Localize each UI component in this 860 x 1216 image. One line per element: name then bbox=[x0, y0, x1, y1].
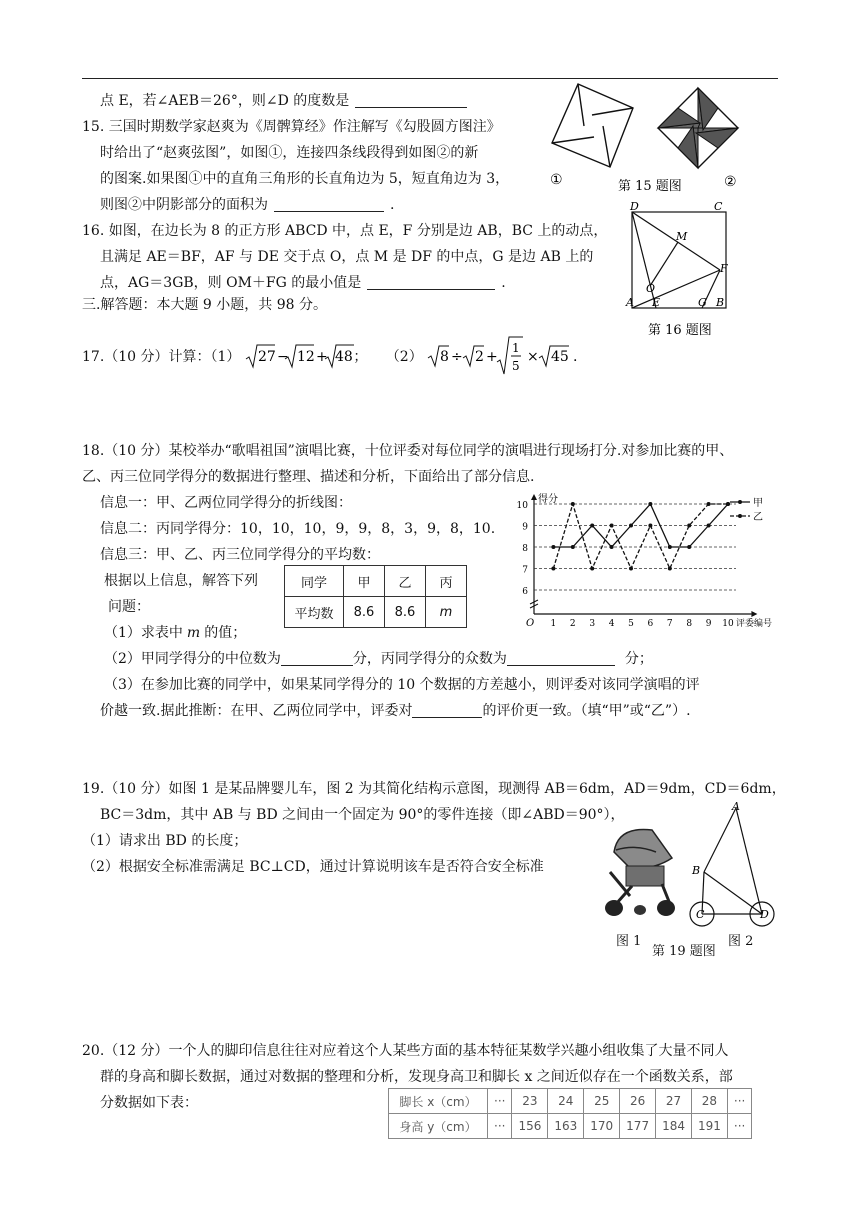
average-table bbox=[284, 565, 467, 628]
term-48: 48 bbox=[334, 349, 353, 365]
section-3-title: 三.解答题：本大题 9 小题，共 98 分。 bbox=[82, 297, 327, 313]
q15-text: 则图②中阴影部分的面积为 bbox=[100, 197, 268, 213]
y-axis-arrow bbox=[531, 494, 537, 500]
row-label-average: 平均数 bbox=[285, 597, 344, 628]
q15-line-4 bbox=[100, 194, 394, 214]
svg-text:−: − bbox=[276, 349, 289, 365]
q18-info-3: 信息三：甲、乙、丙三位同学得分的平均数： bbox=[100, 547, 380, 563]
q15-end: . bbox=[390, 197, 395, 213]
q16-line-2: 且满足 AE＝BF，AF 与 DE 交于点 O，点 M 是 DF 的中点，G 是边 AB 上的 bbox=[100, 249, 594, 265]
series-line-2 bbox=[553, 504, 728, 569]
foot-ellipsis-start: ··· bbox=[488, 1089, 512, 1114]
legend-marker-1 bbox=[738, 500, 742, 504]
series-1-point-2 bbox=[571, 545, 575, 549]
q17-end: . bbox=[573, 349, 578, 365]
x-tick-1: 1 bbox=[550, 619, 557, 629]
foot-23: 23 bbox=[512, 1089, 548, 1114]
th-jia: 甲 bbox=[344, 566, 385, 597]
q19-sub-1: （1）请求出 BD 的长度； bbox=[82, 833, 248, 849]
series-2-point-9 bbox=[707, 502, 711, 506]
pt-M: M bbox=[676, 230, 688, 243]
q18-sub3-text-b: 价越一致.据此推断：在甲、乙两位同学中，评委对 bbox=[100, 703, 413, 719]
height-ellipsis-start: ··· bbox=[488, 1114, 512, 1139]
avg-yi: 8.6 bbox=[385, 597, 426, 628]
q16-text: 点，AG＝3GB，则 OM＋FG 的最小值是 bbox=[100, 275, 362, 291]
avg-jia: 8.6 bbox=[344, 597, 385, 628]
y-tick-8: 8 bbox=[522, 544, 528, 554]
q18-sub1-text: （1）求表中 bbox=[104, 625, 183, 641]
series-1-point-7 bbox=[668, 545, 672, 549]
series-2-point-5 bbox=[629, 567, 633, 571]
series-2-point-4 bbox=[610, 524, 614, 528]
x-axis-arrow bbox=[751, 611, 757, 617]
q18-var-m: m bbox=[186, 625, 201, 641]
x-tick-7: 7 bbox=[666, 619, 673, 629]
foot-ellipsis-end: ··· bbox=[727, 1089, 751, 1114]
q17-sep: ； bbox=[353, 349, 368, 365]
term-12: 12 bbox=[296, 349, 315, 365]
foot-25: 25 bbox=[584, 1089, 620, 1114]
series-1-point-9 bbox=[707, 524, 711, 528]
score-line-chart bbox=[506, 492, 780, 632]
foot-24: 24 bbox=[548, 1089, 584, 1114]
term-45: 45 bbox=[551, 349, 569, 365]
series-1-point-6 bbox=[648, 502, 652, 506]
series-2-point-2 bbox=[571, 502, 575, 506]
series-1-point-1 bbox=[551, 545, 555, 549]
legend-marker-2 bbox=[738, 514, 742, 518]
q19-line-2: BC＝3dm，其中 AB 与 BD 之间由一个固定为 90°的零件连接（即∠ABD＝90°）， bbox=[100, 807, 625, 823]
pt-A: A bbox=[626, 296, 634, 309]
q16-answer-blank[interactable] bbox=[367, 275, 495, 290]
series-2-point-10 bbox=[726, 502, 730, 506]
q18-sub2-text-a: （2）甲同学得分的中位数为 bbox=[104, 651, 281, 667]
term-2: 2 bbox=[475, 349, 485, 365]
th-bing: 丙 bbox=[426, 566, 467, 597]
foot-26: 26 bbox=[620, 1089, 656, 1114]
fig19-label-2: 图 2 bbox=[728, 934, 754, 949]
svg-text:+: + bbox=[315, 349, 328, 365]
series-2-point-8 bbox=[687, 524, 691, 528]
header-rule bbox=[82, 78, 778, 79]
svg-text:÷: ÷ bbox=[451, 349, 463, 365]
q16-figure bbox=[620, 200, 740, 340]
term-8: 8 bbox=[440, 349, 450, 365]
stroller-photo bbox=[596, 822, 676, 922]
q18-median-blank[interactable] bbox=[281, 651, 353, 666]
height-156: 156 bbox=[512, 1114, 548, 1139]
series-2-point-7 bbox=[668, 567, 672, 571]
x-tick-6: 6 bbox=[647, 619, 654, 629]
y-tick-7: 7 bbox=[522, 565, 528, 576]
fig19-label-1: 图 1 bbox=[616, 934, 642, 949]
series-1-point-5 bbox=[629, 524, 633, 528]
series-2-point-1 bbox=[551, 567, 555, 571]
legend-label-2: 乙 bbox=[753, 512, 763, 523]
q14-answer-blank[interactable] bbox=[355, 93, 467, 108]
pt-B: B bbox=[716, 296, 725, 309]
height-ellipsis-end: ··· bbox=[727, 1114, 751, 1139]
height-191: 191 bbox=[691, 1114, 727, 1139]
x-tick-3: 3 bbox=[589, 619, 596, 629]
q18-consistency-blank[interactable] bbox=[412, 703, 482, 718]
fig15-caption: 第 15 题图 bbox=[618, 179, 682, 194]
fig15-label-1: ① bbox=[550, 172, 563, 188]
y-tick-9: 9 bbox=[522, 522, 528, 533]
fig19-caption: 第 19 题图 bbox=[652, 944, 716, 959]
q19-pt-A: A bbox=[732, 800, 740, 813]
row-label-foot: 脚长 x（cm） bbox=[389, 1089, 488, 1114]
q18-ask-1: 根据以上信息，解答下列 bbox=[104, 573, 258, 589]
x-tick-10: 10 bbox=[722, 619, 734, 629]
zhaoshuang-figure-1 bbox=[552, 84, 633, 167]
q17-expr-2 bbox=[427, 336, 611, 376]
x-axis-label: 评委编号 bbox=[736, 619, 773, 629]
q18-sub1-end: 的值； bbox=[204, 625, 247, 641]
foot-height-table bbox=[388, 1088, 752, 1139]
q18-info-2: 信息二：丙同学得分：10，10，10，9，9，8，3，9，8，10. bbox=[100, 521, 496, 537]
series-1-point-3 bbox=[590, 524, 594, 528]
x-tick-2: 2 bbox=[569, 619, 576, 629]
fig16-caption: 第 16 题图 bbox=[648, 323, 712, 338]
height-170: 170 bbox=[584, 1114, 620, 1139]
pt-C: C bbox=[714, 200, 723, 213]
q17-line bbox=[82, 336, 611, 376]
y-axis-label: 得分 bbox=[538, 494, 558, 505]
legend-label-1: 甲 bbox=[753, 498, 763, 509]
height-177: 177 bbox=[620, 1114, 656, 1139]
q20-line-1: 20.（12 分）一个人的脚印信息往往对应着这个人某些方面的基本特征某数学兴趣小组收集了大量不同人 bbox=[82, 1043, 729, 1059]
q14-line bbox=[100, 90, 473, 110]
x-tick-4: 4 bbox=[608, 619, 615, 629]
q15-line-3: 的图案.如果图①中的直角三角形的长直角边为 5，短直角边为 3， bbox=[100, 171, 510, 187]
origin-label: O bbox=[526, 618, 535, 629]
avg-bing: m bbox=[426, 597, 467, 628]
q19-structure-figure bbox=[686, 800, 780, 928]
q14-text: 点 E，若∠AEB＝26°，则∠D 的度数是 bbox=[100, 93, 350, 109]
q17-prefix: 17.（10 分）计算：（1） bbox=[82, 349, 241, 365]
frac-num: 1 bbox=[512, 341, 520, 355]
q17-part2-label: （2） bbox=[385, 349, 423, 365]
pt-D: D bbox=[630, 200, 639, 213]
q15-line-2: 时给出了“赵爽弦图”，如图①，连接四条线段得到如图②的新 bbox=[100, 145, 479, 161]
q19-sub-2: （2）根据安全标准需满足 BC⊥CD，通过计算说明该车是否符合安全标准 bbox=[82, 859, 544, 875]
term-27: 27 bbox=[257, 349, 276, 365]
x-tick-5: 5 bbox=[628, 619, 634, 629]
foot-28: 28 bbox=[691, 1089, 727, 1114]
row-label-height: 身高 y（cm） bbox=[389, 1114, 488, 1139]
q18-sub-3b bbox=[100, 700, 691, 720]
q16-line-3 bbox=[100, 272, 506, 292]
q17-expr-1 bbox=[245, 343, 353, 369]
q16-end: . bbox=[501, 275, 506, 291]
q18-ask-2: 问题： bbox=[108, 599, 150, 615]
q15-line-1: 15. 三国时期数学家赵爽为《周髀算经》作注解写《勾股圆方图注》 bbox=[82, 119, 501, 135]
pt-E: E bbox=[652, 296, 661, 309]
series-2-point-6 bbox=[648, 524, 652, 528]
y-tick-10: 10 bbox=[516, 501, 528, 511]
stroller-icon bbox=[605, 829, 675, 916]
x-tick-9: 9 bbox=[705, 619, 712, 629]
zhaoshuang-figure-2 bbox=[658, 88, 738, 168]
q19-pt-D: D bbox=[760, 908, 769, 921]
x-tick-8: 8 bbox=[686, 619, 693, 629]
pt-G: G bbox=[698, 296, 707, 309]
y-tick-6: 6 bbox=[522, 587, 528, 597]
q19-pt-B: B bbox=[692, 864, 701, 877]
q18-sub2-text-c: 分； bbox=[624, 651, 653, 667]
svg-text:×: × bbox=[527, 349, 539, 365]
q18-sub-3a: （3）在参加比赛的同学中，如果某同学得分的 10 个数据的方差越小，则评委对该同学演唱的评 bbox=[104, 677, 700, 693]
series-1-point-4 bbox=[610, 545, 614, 549]
q18-line-1: 18.（10 分）某校举办“歌唱祖国”演唱比赛，十位评委对每位同学的演唱进行现场打分.对参加比赛的甲、 bbox=[82, 443, 734, 459]
q18-line-2: 乙、丙三位同学得分的数据进行整理、描述和分析，下面给出了部分信息. bbox=[82, 469, 535, 485]
height-184: 184 bbox=[656, 1114, 692, 1139]
pt-F: F bbox=[720, 262, 728, 275]
series-2-point-3 bbox=[590, 567, 594, 571]
q15-figure bbox=[548, 80, 760, 196]
q19-line-1: 19.（10 分）如图 1 是某品牌婴儿车，图 2 为其简化结构示意图，现测得 AB＝6dm，AD＝9dm，CD＝6dm， bbox=[82, 781, 786, 797]
q18-sub-1 bbox=[104, 622, 246, 642]
series-1-point-8 bbox=[687, 545, 691, 549]
q18-sub2-text-b: 分，丙同学得分的众数为 bbox=[352, 651, 507, 667]
pt-O: O bbox=[646, 282, 656, 295]
q18-info-1: 信息一：甲、乙两位同学得分的折线图： bbox=[100, 495, 352, 511]
q18-sub-2 bbox=[104, 648, 653, 668]
q18-sub3-text-c: 的评价更一致。（填“甲”或“乙”）. bbox=[482, 703, 691, 719]
svg-text:+: + bbox=[486, 349, 498, 365]
q19-pt-C: C bbox=[696, 908, 705, 921]
q18-mode-blank[interactable] bbox=[507, 651, 615, 666]
q20-line-3: 分数据如下表： bbox=[100, 1095, 198, 1111]
th-student: 同学 bbox=[285, 566, 344, 597]
frac-den: 5 bbox=[512, 359, 520, 373]
q16-line-1: 16. 如图，在边长为 8 的正方形 ABCD 中，点 E，F 分别是边 AB，BC 上的动点， bbox=[82, 223, 608, 239]
fig15-label-2: ② bbox=[724, 174, 737, 190]
height-163: 163 bbox=[548, 1114, 584, 1139]
q15-answer-blank[interactable] bbox=[274, 197, 384, 212]
foot-27: 27 bbox=[656, 1089, 692, 1114]
th-yi: 乙 bbox=[385, 566, 426, 597]
q20-line-2: 群的身高和脚长数据，通过对数据的整理和分析，发现身高卫和脚长 x 之间近似存在一个函数关系，部 bbox=[100, 1069, 733, 1085]
